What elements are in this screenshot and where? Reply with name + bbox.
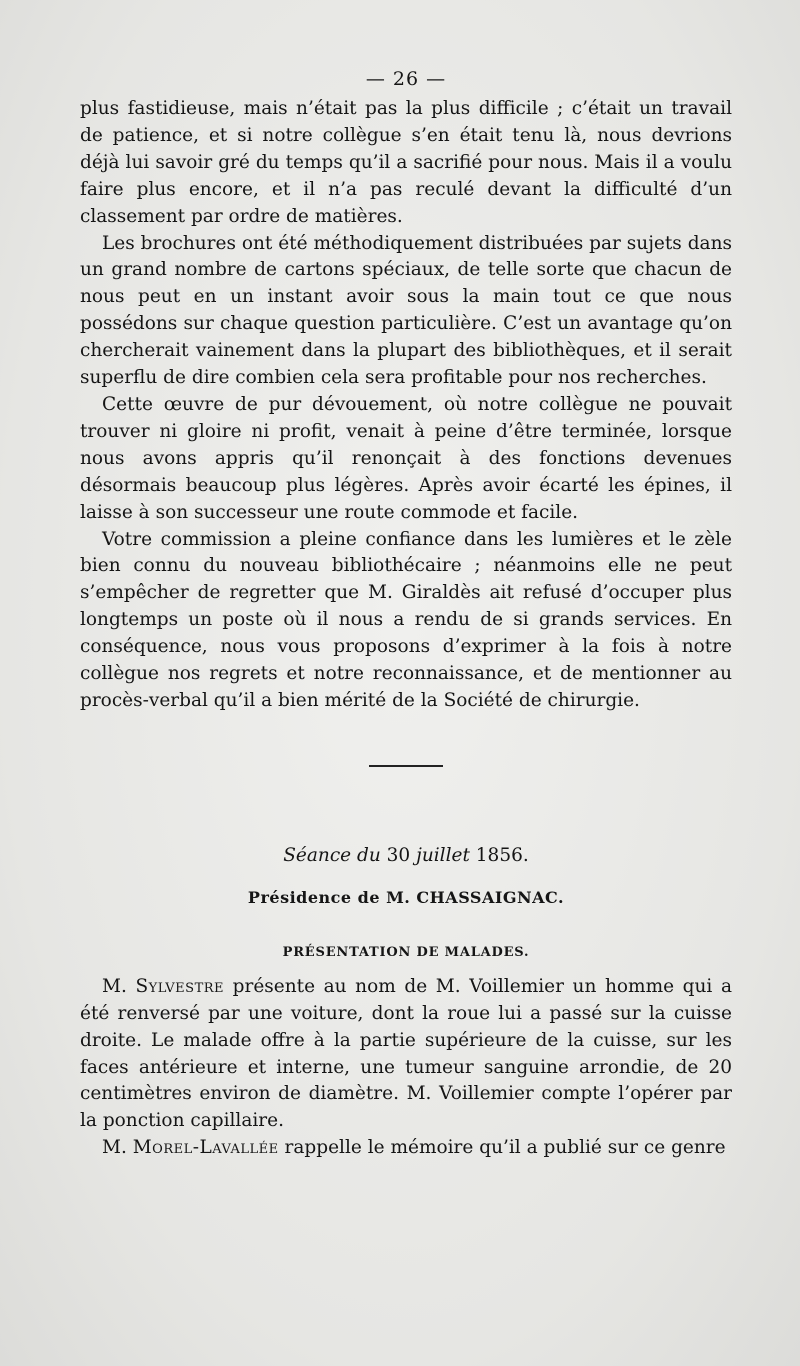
page-number: — 26 — (365, 68, 447, 90)
page-content (80, 68, 732, 1162)
paragraph-morel (80, 1135, 732, 1162)
morel-name: Morel-Lavallée (132, 1137, 279, 1159)
sylvestre-prefix: M. (102, 975, 127, 997)
section-divider (369, 765, 443, 767)
paragraph-devouement: Cette œuvre de pur dévouement, où notre collègue ne pouvait trouver ni gloire ni profit, venait à peine d’être terminée, lorsque nous avons appris qu’il renonçait à des fonctions devenues désormais beaucoup plus légères. Après avoir écarté les épines, il laisse à son successeur une route commode et facile. (80, 393, 732, 523)
sylvestre-name: Sylvestre (135, 975, 225, 997)
paragraph-continuation: plus fastidieuse, mais n’était pas la plus difficile ; c’était un travail de patience, et si notre collègue s’en était tenu là, nous devrions déjà lui savoir gré du temps qu’il a sacrifié pour nous. Mais il a voulu faire plus encore, et il n’a pas reculé devant la difficulté d’un classement par ordre de matières. (80, 98, 732, 227)
paragraph-commission: Votre commission a pleine confiance dans les lumières et le zèle bien connu du nouveau bibliothécaire ; néanmoins elle ne peut s’empêcher de regretter que M. Giraldès ait refusé d’occuper plus longtemps un poste où il nous a rendu de si grands services. En conséquence, nous vous proposons d’exprimer à la fois à notre collègue nos regrets et notre reconnaissance, et de mentionner au procès-verbal qu’il a bien mérité de la Société de chirurgie. (80, 528, 732, 711)
seance-year: 1856. (475, 844, 529, 866)
seance-heading (80, 845, 732, 866)
morel-prefix: M. (102, 1137, 127, 1159)
paragraph-sylvestre (80, 974, 732, 1135)
sylvestre-text: présente au nom de M. Voillemier un homme qui a été renversé par une voiture, dont la roue lui a passé sur la cuisse droite. Le malade offre à la partie supérieure de la cuisse, sur les faces antérieure et interne, une tumeur sanguine arrondie, de 20 centimètres environ de diamètre. M. Voillemier compte l’opérer par la ponction capillaire. (80, 975, 732, 1132)
section-heading: PRÉSENTATION DE MALADES. (282, 944, 530, 960)
seance-month: juillet (416, 844, 470, 866)
presidence-heading: Présidence de M. CHASSAIGNAC. (247, 887, 565, 907)
seance-day: 30 (386, 844, 411, 866)
seance-prefix: Séance du (283, 844, 381, 866)
morel-text: rappelle le mémoire qu’il a publié sur ce genre (284, 1137, 726, 1159)
paragraph-brochures: Les brochures ont été méthodiquement distribuées par sujets dans un grand nombre de cartons spéciaux, de telle sorte que chacun de nous peut en un instant avoir sous la main tout ce que nous possédons sur chaque question particulière. C’est un avantage qu’on chercherait vainement dans la plupart des bibliothèques, et il serait superflu de dire combien cela sera profitable pour nos recherches. (80, 232, 732, 389)
